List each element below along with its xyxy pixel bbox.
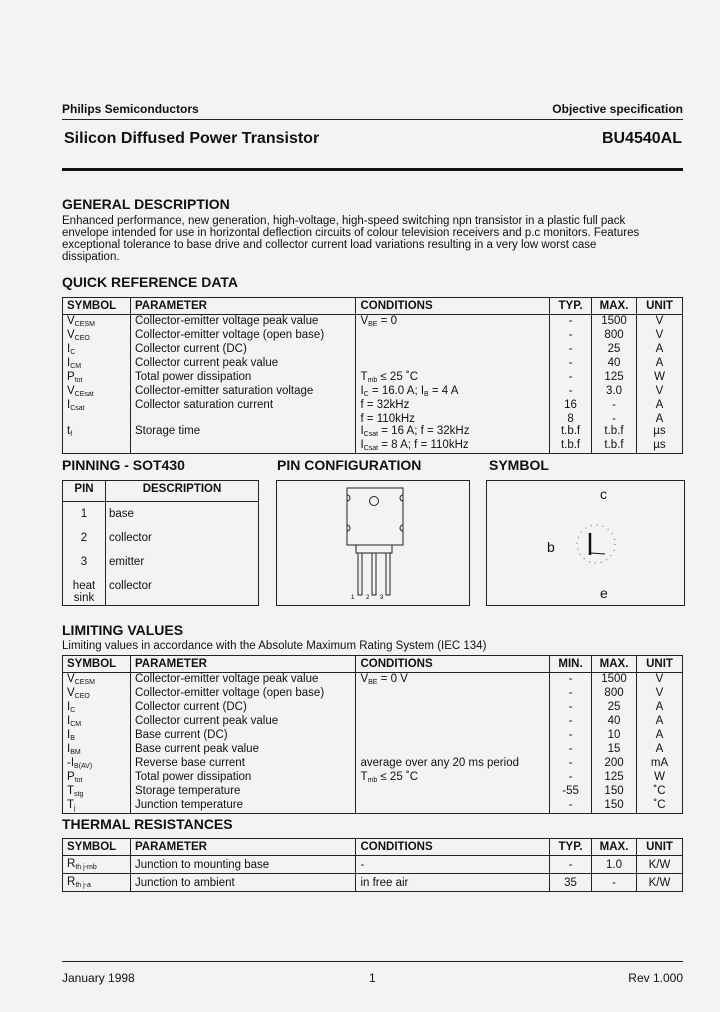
condition-text: in free air (360, 876, 409, 889)
cell-conditions (356, 329, 550, 343)
symbol-letter: I (67, 729, 71, 741)
cell-max: 150 (592, 799, 637, 814)
cell-min: - (550, 687, 592, 701)
cell-min: - (550, 729, 592, 743)
table-row (63, 743, 683, 757)
pin-number: 3 (80, 556, 88, 568)
cell-symbol (63, 729, 131, 743)
cell-conditions (356, 729, 550, 743)
condition-text: average over any 20 ms period (360, 757, 519, 769)
condition-subscript: Csat (363, 431, 379, 438)
symbol-letter: V (67, 315, 75, 327)
cell-parameter: Total power dissipation (130, 371, 356, 385)
cell-symbol (63, 757, 131, 771)
symbol-subscript: stg (74, 791, 84, 798)
col-conditions: CONDITIONS (356, 656, 550, 673)
cell-max: 15 (592, 743, 637, 757)
symbol-subscript: th j-a (75, 881, 91, 889)
cell-typ: - (550, 856, 592, 874)
symbol-subscript: C (70, 707, 76, 714)
cell-min: -55 (550, 785, 592, 799)
cell-typ: - (550, 315, 592, 330)
pin-desc-header: DESCRIPTION (142, 483, 222, 495)
cell-symbol (63, 856, 131, 874)
limiting-values-intro: Limiting values in accordance with the Absolute Maximum Rating System (IEC 134) (62, 640, 487, 652)
cell-parameter: Storage time (130, 425, 356, 439)
cell-max: 25 (592, 343, 637, 357)
footer-page-number: 1 (369, 971, 376, 985)
cell-max: 1.0 (592, 856, 637, 874)
symbol-subscript: C (70, 349, 76, 356)
desc-line: dissipation. (62, 251, 120, 263)
package-drawing (277, 481, 469, 605)
symbol-letter: I (67, 399, 71, 411)
col-max: MAX. (592, 839, 637, 856)
table-row (63, 413, 683, 425)
symbol-letter: -I (67, 757, 75, 769)
limiting-values-heading: LIMITING VALUES (62, 622, 184, 638)
condition-subscript: mb (367, 777, 378, 784)
col-symbol: SYMBOL (63, 839, 131, 856)
desc-line: envelope intended for use in horizontal deflection circuits of colour television receivers and p.c monitors. Features (62, 227, 640, 239)
cell-conditions (356, 673, 550, 688)
footer-rule (62, 961, 683, 962)
pinning-heading: PINNING - SOT430 (62, 457, 185, 473)
cell-unit: A (637, 743, 683, 757)
col-max: MAX. (592, 298, 637, 315)
symbol-subscript: Csat (70, 405, 85, 412)
symbol-subscript: CM (70, 363, 82, 370)
cell-conditions (356, 399, 550, 413)
pin-header-rule (63, 501, 258, 502)
col-parameter: PARAMETER (130, 656, 356, 673)
desc-line: Enhanced performance, new generation, high-voltage, high-speed switching npn transistor in a plastic full pack (62, 215, 626, 227)
cell-symbol (63, 329, 131, 343)
pin-description: emitter (109, 556, 145, 568)
cell-unit: A (637, 413, 683, 425)
condition-text: f = 32kHz (360, 399, 410, 411)
cell-parameter: Storage temperature (130, 785, 356, 799)
pin-configuration-heading: PIN CONFIGURATION (277, 457, 422, 473)
symbol-letter: I (67, 701, 71, 713)
cell-min: - (550, 757, 592, 771)
cell-conditions (356, 687, 550, 701)
cell-symbol (63, 315, 131, 330)
cell-symbol (63, 743, 131, 757)
table-row (63, 399, 683, 413)
col-parameter: PARAMETER (130, 298, 356, 315)
condition-text: V (360, 673, 369, 685)
symbol-letter: V (67, 385, 75, 397)
table-row (63, 799, 683, 814)
cell-symbol (63, 371, 131, 385)
cell-unit: µs (637, 439, 683, 454)
cell-conditions (356, 856, 550, 874)
cell-unit: V (637, 329, 683, 343)
col-symbol: SYMBOL (63, 656, 131, 673)
cell-max: 1500 (592, 315, 637, 330)
cell-parameter: Base current peak value (130, 743, 356, 757)
cell-parameter: Collector-emitter voltage peak value (130, 673, 356, 688)
pin-number: 1 (80, 508, 88, 520)
symbol-subscript: CESM (74, 679, 95, 686)
cell-unit: mA (637, 757, 683, 771)
pin-col-divider (105, 481, 106, 605)
cell-typ: t.b.f (550, 439, 592, 454)
cell-symbol (63, 715, 131, 729)
product-title: Silicon Diffused Power Transistor (64, 130, 320, 147)
cell-conditions (356, 343, 550, 357)
cell-min: - (550, 715, 592, 729)
symbol-subscript: j (74, 805, 76, 812)
cell-typ: - (550, 357, 592, 371)
symbol-letter: V (67, 687, 75, 699)
symbol-subscript: CEO (74, 693, 90, 700)
cell-max: 1500 (592, 673, 637, 688)
cell-symbol (63, 771, 131, 785)
cell-unit: K/W (637, 874, 683, 892)
cell-typ: - (550, 385, 592, 399)
cell-max: 125 (592, 371, 637, 385)
symbol-letter: I (67, 343, 71, 355)
cell-max: - (592, 874, 637, 892)
condition-text: T (360, 771, 368, 783)
header-rule (62, 119, 683, 120)
pin-label: 3 (380, 595, 384, 601)
table-row (63, 329, 683, 343)
symbol-subscript: B (70, 735, 75, 742)
cell-parameter: Collector current (DC) (130, 701, 356, 715)
cell-unit: V (637, 385, 683, 399)
cell-typ: 35 (550, 874, 592, 892)
cell-parameter: Collector-emitter saturation voltage (130, 385, 356, 399)
cell-conditions (356, 757, 550, 771)
cell-parameter: Junction to ambient (130, 874, 356, 892)
pin-number: heat (72, 580, 96, 592)
table-row (63, 785, 683, 799)
symbol-letter: R (67, 857, 76, 870)
cell-conditions (356, 785, 550, 799)
cell-symbol (63, 357, 131, 371)
quick-reference-table (62, 297, 683, 454)
table-row (63, 757, 683, 771)
cell-unit: W (637, 771, 683, 785)
table-row (63, 425, 683, 439)
cell-symbol (63, 673, 131, 688)
cell-min: - (550, 701, 592, 715)
cell-unit: A (637, 715, 683, 729)
pin-number-line2: sink (73, 592, 95, 604)
cell-typ: t.b.f (550, 425, 592, 439)
pin-description: collector (109, 580, 152, 592)
symbol-subscript: BM (70, 749, 81, 756)
cell-typ: 8 (550, 413, 592, 425)
cell-symbol (63, 439, 131, 454)
thermal-table (62, 838, 683, 892)
cell-max: 40 (592, 715, 637, 729)
cell-max: 150 (592, 785, 637, 799)
cell-conditions (356, 715, 550, 729)
table-row (63, 874, 683, 892)
condition-text: f = 110kHz (360, 413, 415, 425)
condition-subscript: Csat (363, 445, 379, 452)
symbol-subscript: tot (74, 377, 83, 384)
footer-date: January 1998 (62, 971, 135, 985)
cell-max: 125 (592, 771, 637, 785)
cell-parameter: Collector current peak value (130, 715, 356, 729)
symbol-subscript: CEsat (74, 391, 94, 398)
symbol-letter: R (67, 875, 76, 888)
cell-symbol (63, 425, 131, 439)
cell-unit: W (637, 371, 683, 385)
cell-parameter: Collector saturation current (130, 399, 356, 413)
condition-text: I (360, 425, 364, 437)
condition-text: = 0 (377, 315, 397, 327)
condition-text: = 16 A; f = 32kHz (378, 425, 470, 437)
emitter-label: e (600, 585, 608, 601)
desc-line: exceptional tolerance to base drive and collector current load variations resulting in a very low worst case (62, 239, 597, 251)
symbol-letter: I (67, 357, 71, 369)
cell-parameter: Total power dissipation (130, 771, 356, 785)
table-row (63, 687, 683, 701)
col-parameter: PARAMETER (130, 839, 356, 856)
cell-unit: V (637, 673, 683, 688)
cell-max: 800 (592, 687, 637, 701)
cell-unit: V (637, 687, 683, 701)
condition-subscript: mb (367, 377, 378, 384)
cell-max: 25 (592, 701, 637, 715)
cell-parameter: Collector current peak value (130, 357, 356, 371)
condition-text: = 16.0 A; I (368, 385, 425, 397)
condition-subscript: B (424, 391, 429, 398)
cell-parameter: Base current (DC) (130, 729, 356, 743)
cell-parameter: Junction temperature (130, 799, 356, 814)
col-unit: UNIT (637, 298, 683, 315)
col-conditions: CONDITIONS (356, 839, 550, 856)
symbol-subscript: B(AV) (74, 763, 93, 770)
collector-label: c (600, 486, 607, 502)
cell-conditions (356, 425, 550, 439)
cell-unit: ˚C (637, 799, 683, 814)
symbol-subscript: th j-mb (75, 863, 97, 871)
cell-parameter: Reverse base current (130, 757, 356, 771)
general-description-text (62, 215, 682, 263)
condition-subscript: C (363, 391, 369, 398)
cell-symbol (63, 687, 131, 701)
cell-unit: V (637, 315, 683, 330)
cell-symbol (63, 343, 131, 357)
pin-label: 2 (366, 595, 370, 601)
cell-max: t.b.f (592, 425, 637, 439)
part-number: BU4540AL (601, 130, 682, 147)
pin-number: 2 (80, 532, 88, 544)
cell-conditions (356, 385, 550, 399)
table-row (63, 856, 683, 874)
cell-min: - (550, 673, 592, 688)
pin-configuration-box (276, 480, 470, 606)
base-label: b (547, 539, 555, 555)
cell-conditions (356, 799, 550, 814)
table-row (63, 315, 683, 330)
col-unit: UNIT (637, 839, 683, 856)
symbol-letter: T (67, 785, 75, 797)
transistor-symbol (487, 481, 684, 605)
symbol-heading: SYMBOL (489, 457, 549, 473)
cell-max: t.b.f (592, 439, 637, 454)
condition-subscript: BE (368, 679, 378, 686)
table-row (63, 729, 683, 743)
pin-label: 1 (351, 595, 355, 601)
col-symbol: SYMBOL (63, 298, 131, 315)
col-typ: TYP. (550, 839, 592, 856)
spec-type: Objective specification (552, 102, 683, 116)
symbol-subscript: CEO (74, 335, 90, 342)
cell-unit: A (637, 399, 683, 413)
cell-parameter: Collector-emitter voltage peak value (130, 315, 356, 330)
cell-typ: 16 (550, 399, 592, 413)
cell-conditions (356, 701, 550, 715)
cell-max: - (592, 413, 637, 425)
symbol-letter: T (67, 799, 75, 811)
cell-parameter (130, 413, 356, 425)
cell-typ: - (550, 329, 592, 343)
table-row (63, 371, 683, 385)
cell-conditions (356, 357, 550, 371)
col-typ: TYP. (550, 298, 592, 315)
table-row (63, 701, 683, 715)
condition-text: ≤ 25 ˚C (377, 771, 419, 783)
cell-conditions (356, 874, 550, 892)
symbol-letter: P (67, 771, 75, 783)
col-min: MIN. (550, 656, 592, 673)
symbol-letter: I (67, 715, 71, 727)
cell-unit: A (637, 357, 683, 371)
symbol-subscript: CM (70, 721, 82, 728)
cell-max: 10 (592, 729, 637, 743)
cell-unit: ˚C (637, 785, 683, 799)
title-rule (62, 168, 683, 171)
symbol-subscript: f (70, 431, 73, 438)
pin-description: collector (109, 532, 152, 544)
table-row (63, 673, 683, 688)
cell-symbol (63, 413, 131, 425)
cell-symbol (63, 785, 131, 799)
pinning-table (62, 480, 259, 606)
cell-unit: A (637, 701, 683, 715)
cell-parameter: Collector current (DC) (130, 343, 356, 357)
condition-text: = 8 A; f = 110kHz (378, 439, 469, 451)
cell-symbol (63, 385, 131, 399)
cell-unit: K/W (637, 856, 683, 874)
cell-min: - (550, 799, 592, 814)
symbol-subscript: CESM (74, 321, 95, 328)
condition-subscript: BE (368, 321, 378, 328)
condition-text: - (360, 858, 365, 871)
condition-text: = 4 A (428, 385, 459, 397)
cell-conditions (356, 743, 550, 757)
col-conditions: CONDITIONS (356, 298, 550, 315)
cell-parameter: Collector-emitter voltage (open base) (130, 329, 356, 343)
condition-text: T (360, 371, 368, 383)
symbol-letter: V (67, 329, 75, 341)
cell-unit: A (637, 729, 683, 743)
cell-max: 800 (592, 329, 637, 343)
cell-conditions (356, 439, 550, 454)
symbol-letter: V (67, 673, 75, 685)
cell-typ: - (550, 371, 592, 385)
cell-symbol (63, 799, 131, 814)
cell-symbol (63, 399, 131, 413)
pin-col-header: PIN (74, 483, 94, 495)
table-row (63, 439, 683, 454)
symbol-subscript: tot (74, 777, 83, 784)
footer-revision: Rev 1.000 (628, 971, 683, 985)
cell-max: 40 (592, 357, 637, 371)
table-row (63, 715, 683, 729)
cell-symbol (63, 874, 131, 892)
table-row (63, 385, 683, 399)
symbol-letter: t (67, 425, 71, 437)
symbol-letter: I (67, 743, 71, 755)
symbol-box (486, 480, 685, 606)
cell-conditions (356, 413, 550, 425)
quick-reference-heading: QUICK REFERENCE DATA (62, 274, 239, 290)
limiting-values-table (62, 655, 683, 814)
condition-text: I (360, 385, 364, 397)
cell-unit: A (637, 343, 683, 357)
company-name: Philips Semiconductors (62, 102, 199, 116)
cell-max: 3.0 (592, 385, 637, 399)
cell-conditions (356, 771, 550, 785)
cell-unit: µs (637, 425, 683, 439)
general-description-heading: GENERAL DESCRIPTION (62, 196, 230, 212)
cell-conditions (356, 315, 550, 330)
cell-conditions (356, 371, 550, 385)
cell-parameter: Collector-emitter voltage (open base) (130, 687, 356, 701)
pin-description: base (109, 508, 134, 520)
col-unit: UNIT (637, 656, 683, 673)
symbol-letter: P (67, 371, 75, 383)
cell-min: - (550, 743, 592, 757)
cell-min: - (550, 771, 592, 785)
table-row (63, 357, 683, 371)
cell-parameter (130, 439, 356, 454)
col-max: MAX. (592, 656, 637, 673)
table-row (63, 771, 683, 785)
condition-text: = 0 V (377, 673, 408, 685)
cell-typ: - (550, 343, 592, 357)
table-row (63, 343, 683, 357)
condition-text: ≤ 25 ˚C (377, 371, 419, 383)
cell-parameter: Junction to mounting base (130, 856, 356, 874)
cell-max: - (592, 399, 637, 413)
cell-symbol (63, 701, 131, 715)
condition-text: V (360, 315, 369, 327)
condition-text: I (360, 439, 364, 451)
cell-max: 200 (592, 757, 637, 771)
thermal-heading: THERMAL RESISTANCES (62, 816, 233, 832)
